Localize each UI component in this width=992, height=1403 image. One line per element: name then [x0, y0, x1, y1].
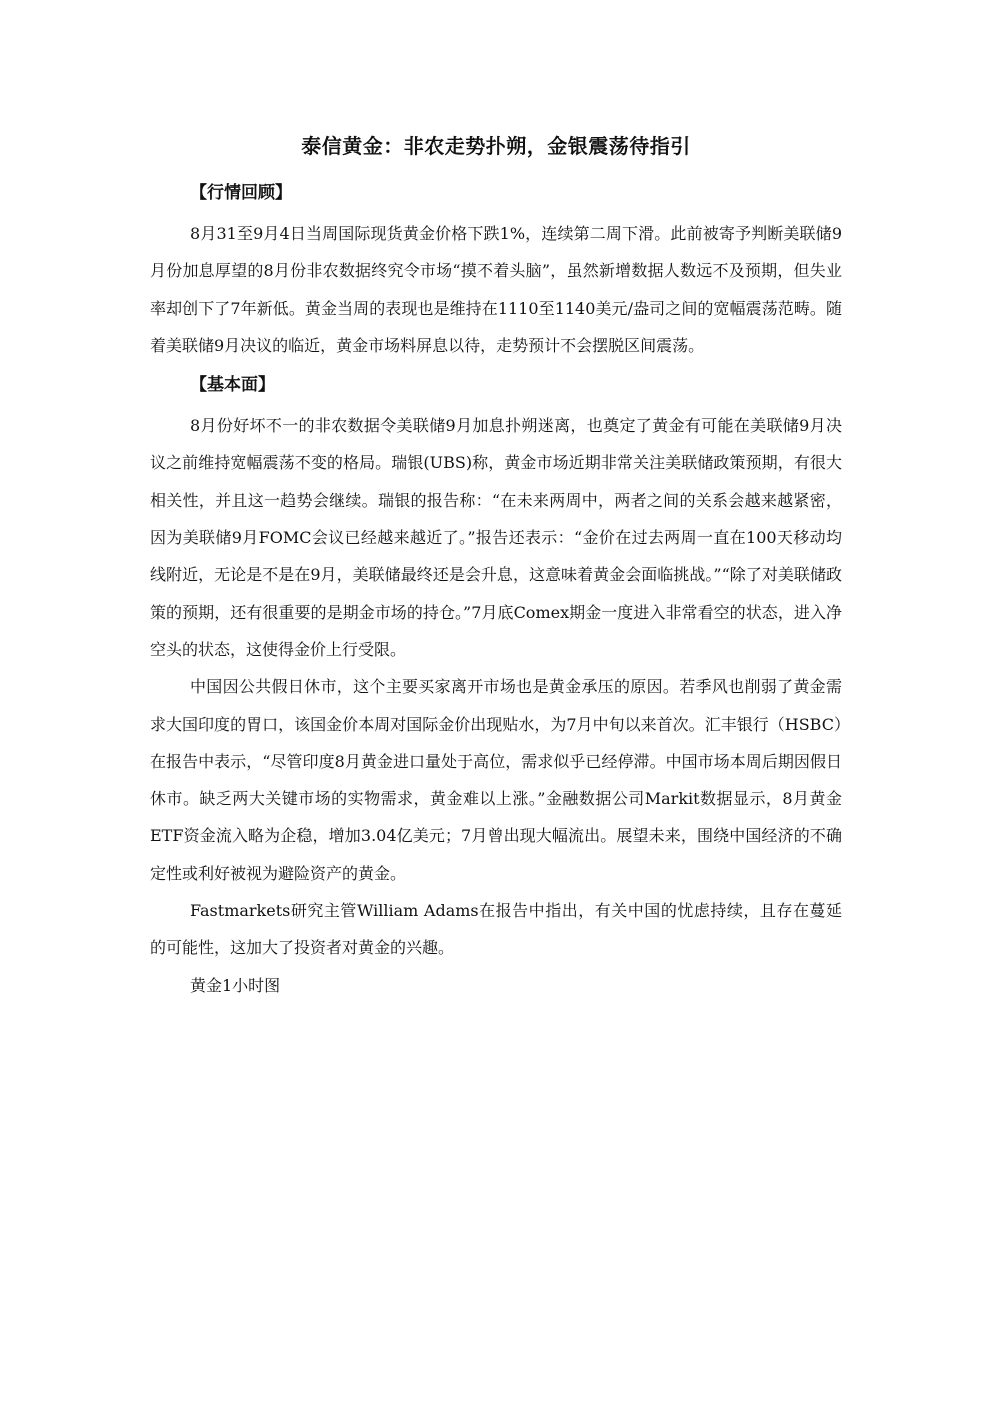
- section-heading-review: 【行情回顾】: [190, 183, 292, 203]
- fundamentals-paragraph-3: Fastmarkets研究主管William Adams在报告中指出，有关中国的忧虑持续，且存在蔓延的可能性，这加大了投资者对黄金的兴趣。: [150, 901, 842, 958]
- review-paragraph: 8月31至9月4日当周国际现货黄金价格下跌1%，连续第二周下滑。此前被寄予判断美联储9月份加息厚望的8月份非农数据终究令市场“摸不着头脑”，虽然新增数据人数远不及预期，但失业率却创下了7年新低。黄金当周的表现也是维持在1110至1140美元/盎司之间的宽幅震荡范畴。随着美联储9月决议的临近，黄金市场料屏息以待，走势预计不会摆脱区间震荡。: [150, 224, 842, 355]
- section-heading-fundamentals: 【基本面】: [190, 375, 275, 396]
- chart-caption: 黄金1小时图: [190, 975, 281, 995]
- document-title: 泰信黄金：非农走势扑朔，金银震荡待指引: [301, 134, 691, 158]
- document-body: [150, 178, 842, 1004]
- fundamentals-paragraph-2: 中国因公共假日休市，这个主要买家离开市场也是黄金承压的原因。若季风也削弱了黄金需求大国印度的胃口，该国金价本周对国际金价出现贴水，为7月中旬以来首次。汇丰银行（HSBC）在报告中表示，“尽管印度8月黄金进口量处于高位，需求似乎已经停滞。中国市场本周后期因假日休市。缺乏两大关键市场的实物需求，黄金难以上涨。”金融数据公司Markit数据显示，8月黄金ETF资金流入略为企稳，增加3.04亿美元；7月曾出现大幅流出。展望未来，围绕中国经济的不确定性或利好被视为避险资产的黄金。: [150, 677, 842, 883]
- fundamentals-paragraph-1: 8月份好坏不一的非农数据令美联储9月加息扑朔迷离，也奠定了黄金有可能在美联储9月决议之前维持宽幅震荡不变的格局。瑞银(UBS)称，黄金市场近期非常关注美联储政策预期，有很大相关性，并且这一趋势会继续。瑞银的报告称：“在未来两周中，两者之间的关系会越来越紧密，因为美联储9月FOMC会议已经越来越近了。”报告还表示：“金价在过去两周一直在100天移动均线附近，无论是不是在9月，美联储最终还是会升息，这意味着黄金会面临挑战。”“除了对美联储政策的预期，还有很重要的是期金市场的持仓。”7月底Comex期金一度进入非常看空的状态，进入净空头的状态，这使得金价上行受限。: [150, 416, 842, 659]
